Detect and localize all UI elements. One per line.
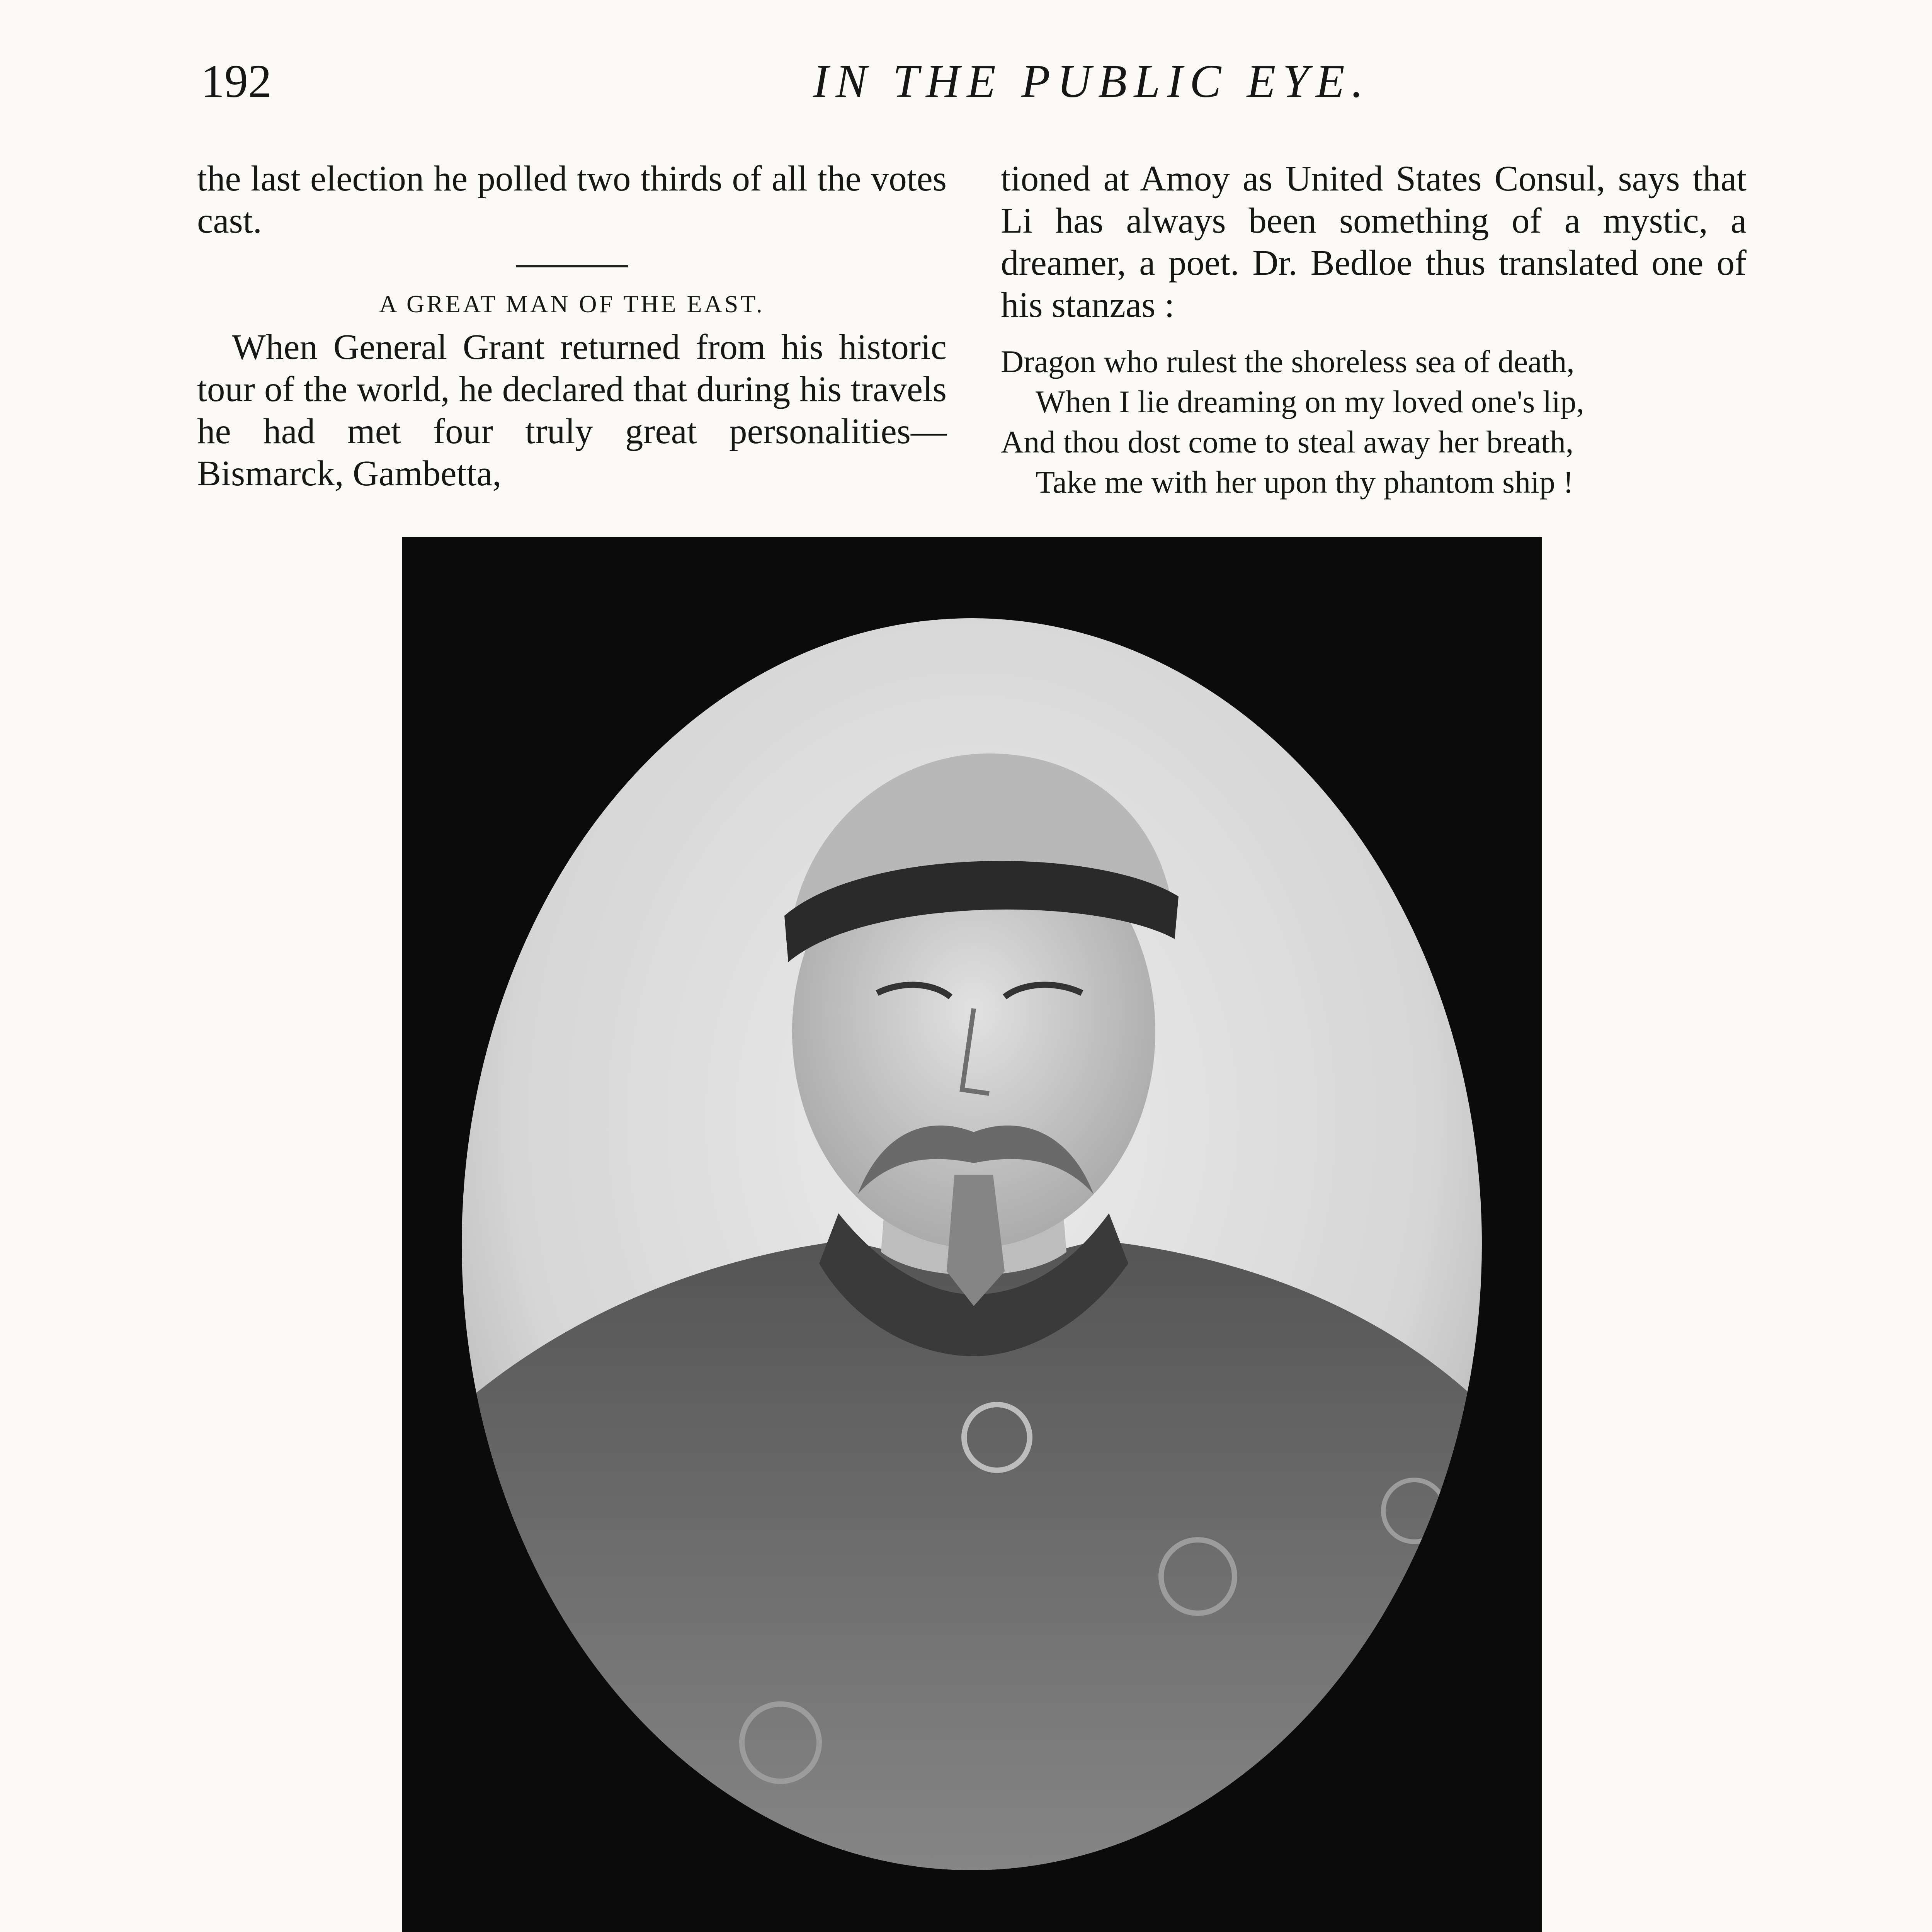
paragraph-continued: the last election he polled two thirds of all the votes cast. bbox=[197, 159, 947, 241]
poem-line: Dragon who rulest the shoreless sea of death, bbox=[1001, 344, 1575, 379]
right-column-top bbox=[1001, 158, 1747, 502]
portrait-frame bbox=[402, 537, 1542, 1932]
section-rule bbox=[516, 265, 628, 267]
running-head: IN THE PUBLIC EYE. bbox=[813, 55, 1371, 107]
paragraph-bedloe: tioned at Amoy as United States Consul, says that Li has always been something of a mystic, a dreamer, a poet. Dr. Bedloe thus translated one of his stanzas : bbox=[1001, 159, 1747, 325]
paragraph-grant: When General Grant returned from his historic tour of the world, he declared that during his travels he had met four truly great personalities—Bismarck, Gambetta, bbox=[197, 327, 947, 493]
left-column-top bbox=[197, 158, 947, 495]
section-heading: A GREAT MAN OF THE EAST. bbox=[379, 290, 765, 318]
portrait-image bbox=[402, 537, 1542, 1932]
poem bbox=[1001, 342, 1747, 502]
poem-line: And thou dost come to steal away her breath, bbox=[1001, 424, 1574, 459]
page-number: 192 bbox=[201, 55, 272, 107]
poem-line: Take me with her upon thy phantom ship ! bbox=[1036, 464, 1574, 500]
poem-line: When I lie dreaming on my loved one's lip, bbox=[1036, 384, 1584, 419]
